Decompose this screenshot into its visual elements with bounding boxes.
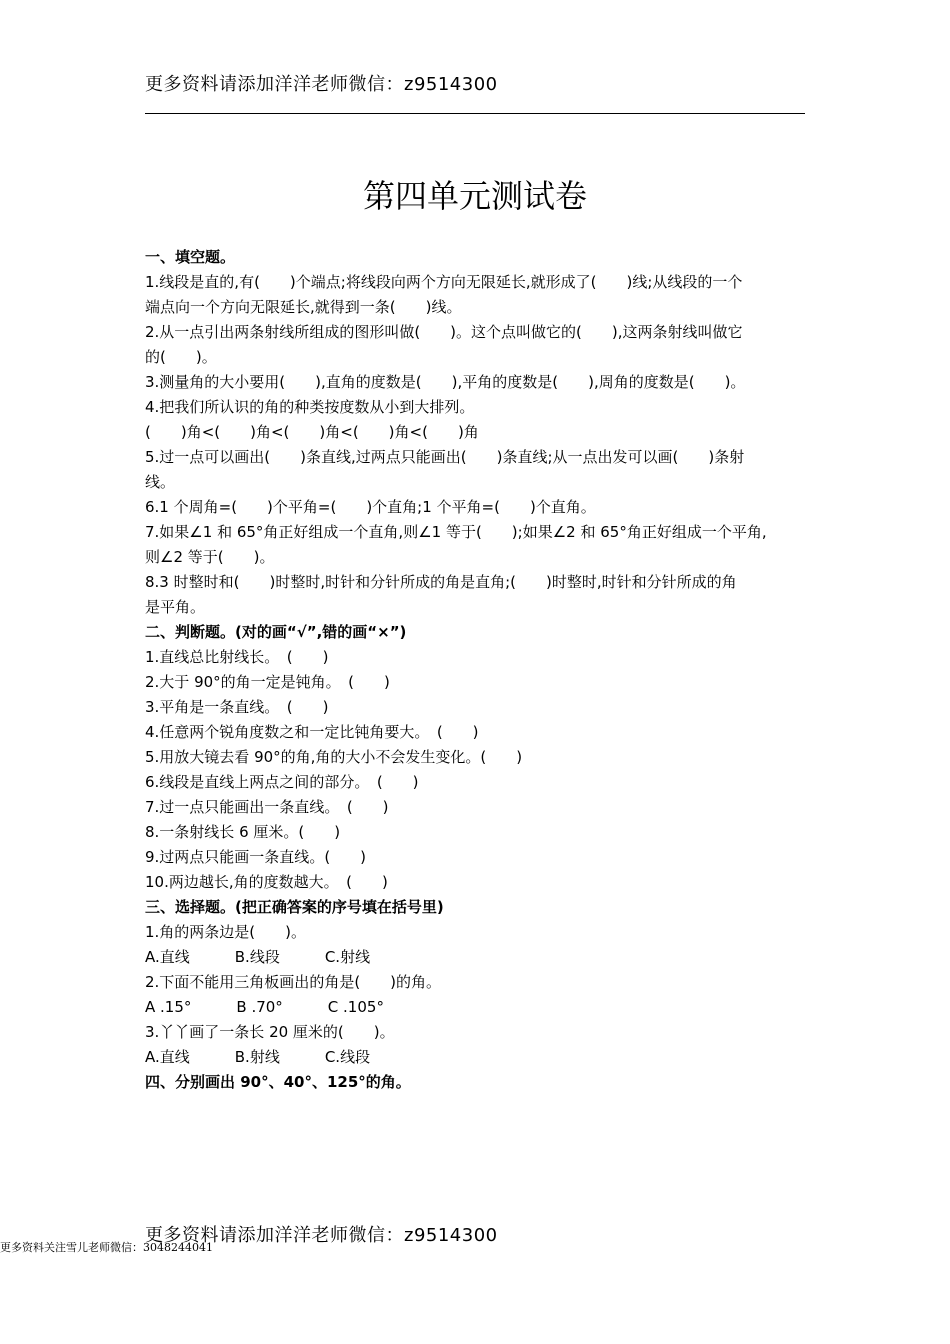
question-line: 6.线段是直线上两点之间的部分。 ( ) (145, 773, 419, 791)
question-line: 的( )。 (145, 348, 217, 366)
question-line: 4.把我们所认识的角的种类按度数从小到大排列。 (145, 398, 475, 416)
question-line: 10.两边越长,角的度数越大。 ( ) (145, 873, 388, 891)
question-line: 5.用放大镜去看 90°的角,角的大小不会发生变化。( ) (145, 748, 523, 766)
header-contact-text: 更多资料请添加洋洋老师微信：z9514300 (145, 74, 498, 95)
question-line: 端点向一个方向无限延长,就得到一条( )线。 (145, 298, 462, 316)
question-line: 8.3 时整时和( )时整时,时针和分针所成的角是直角;( )时整时,时针和分针所成的角 (145, 573, 737, 591)
page-title: 第四单元测试卷 (362, 177, 587, 216)
question-line: 2.从一点引出两条射线所组成的图形叫做( )。这个点叫做它的( ),这两条射线叫做它 (145, 323, 743, 341)
question-line: 8.一条射线长 6 厘米。( ) (145, 823, 341, 841)
question-line: 5.过一点可以画出( )条直线,过两点只能画出( )条直线;从一点出发可以画( )条射 (145, 448, 745, 466)
section-heading: 四、分别画出 90°、40°、125°的角。 (145, 1073, 411, 1091)
section-heading: 二、判断题。(对的画“√”,错的画“×”) (145, 623, 407, 641)
question-line: ( )角<( )角<( )角<( )角<( )角 (145, 423, 479, 441)
section-heading: 一、填空题。 (145, 248, 236, 266)
question-line: 线。 (145, 473, 176, 491)
question-line: 2.下面不能用三角板画出的角是( )的角。 (145, 973, 442, 991)
question-line: 1.角的两条边是( )。 (145, 923, 307, 941)
question-line: 则∠2 等于( )。 (145, 548, 275, 566)
question-line: 7.如果∠1 和 65°角正好组成一个直角,则∠1 等于( );如果∠2 和 65°角正好组成一个平角, (145, 523, 767, 541)
exam-content (145, 245, 817, 1095)
footer-contact-text: 更多资料请添加洋洋老师微信：z9514300 (145, 1225, 498, 1246)
footer-watermark: 更多资料关注雪儿老师微信：3048244041 (0, 1241, 213, 1254)
question-line: A.直线 B.线段 C.射线 (145, 948, 371, 966)
question-line: 是平角。 (145, 598, 206, 616)
question-line: 3.丫丫画了一条长 20 厘米的( )。 (145, 1023, 395, 1041)
header-divider (145, 113, 805, 114)
question-line: 1.直线总比射线长。 ( ) (145, 648, 329, 666)
question-line: A .15° B .70° C .105° (145, 998, 384, 1016)
question-line: 3.平角是一条直线。 ( ) (145, 698, 329, 716)
question-line: 4.任意两个锐角度数之和一定比钝角要大。 ( ) (145, 723, 479, 741)
question-line: 7.过一点只能画出一条直线。 ( ) (145, 798, 389, 816)
question-line: 1.线段是直的,有( )个端点;将线段向两个方向无限延长,就形成了( )线;从线段的一个 (145, 273, 743, 291)
question-line: 6.1 个周角=( )个平角=( )个直角;1 个平角=( )个直角。 (145, 498, 596, 516)
question-line: 2.大于 90°的角一定是钝角。 ( ) (145, 673, 390, 691)
section-heading: 三、选择题。(把正确答案的序号填在括号里) (145, 898, 444, 916)
question-line: 9.过两点只能画一条直线。( ) (145, 848, 367, 866)
question-line: A.直线 B.射线 C.线段 (145, 1048, 371, 1066)
question-line: 3.测量角的大小要用( ),直角的度数是( ),平角的度数是( ),周角的度数是( )。 (145, 373, 746, 391)
